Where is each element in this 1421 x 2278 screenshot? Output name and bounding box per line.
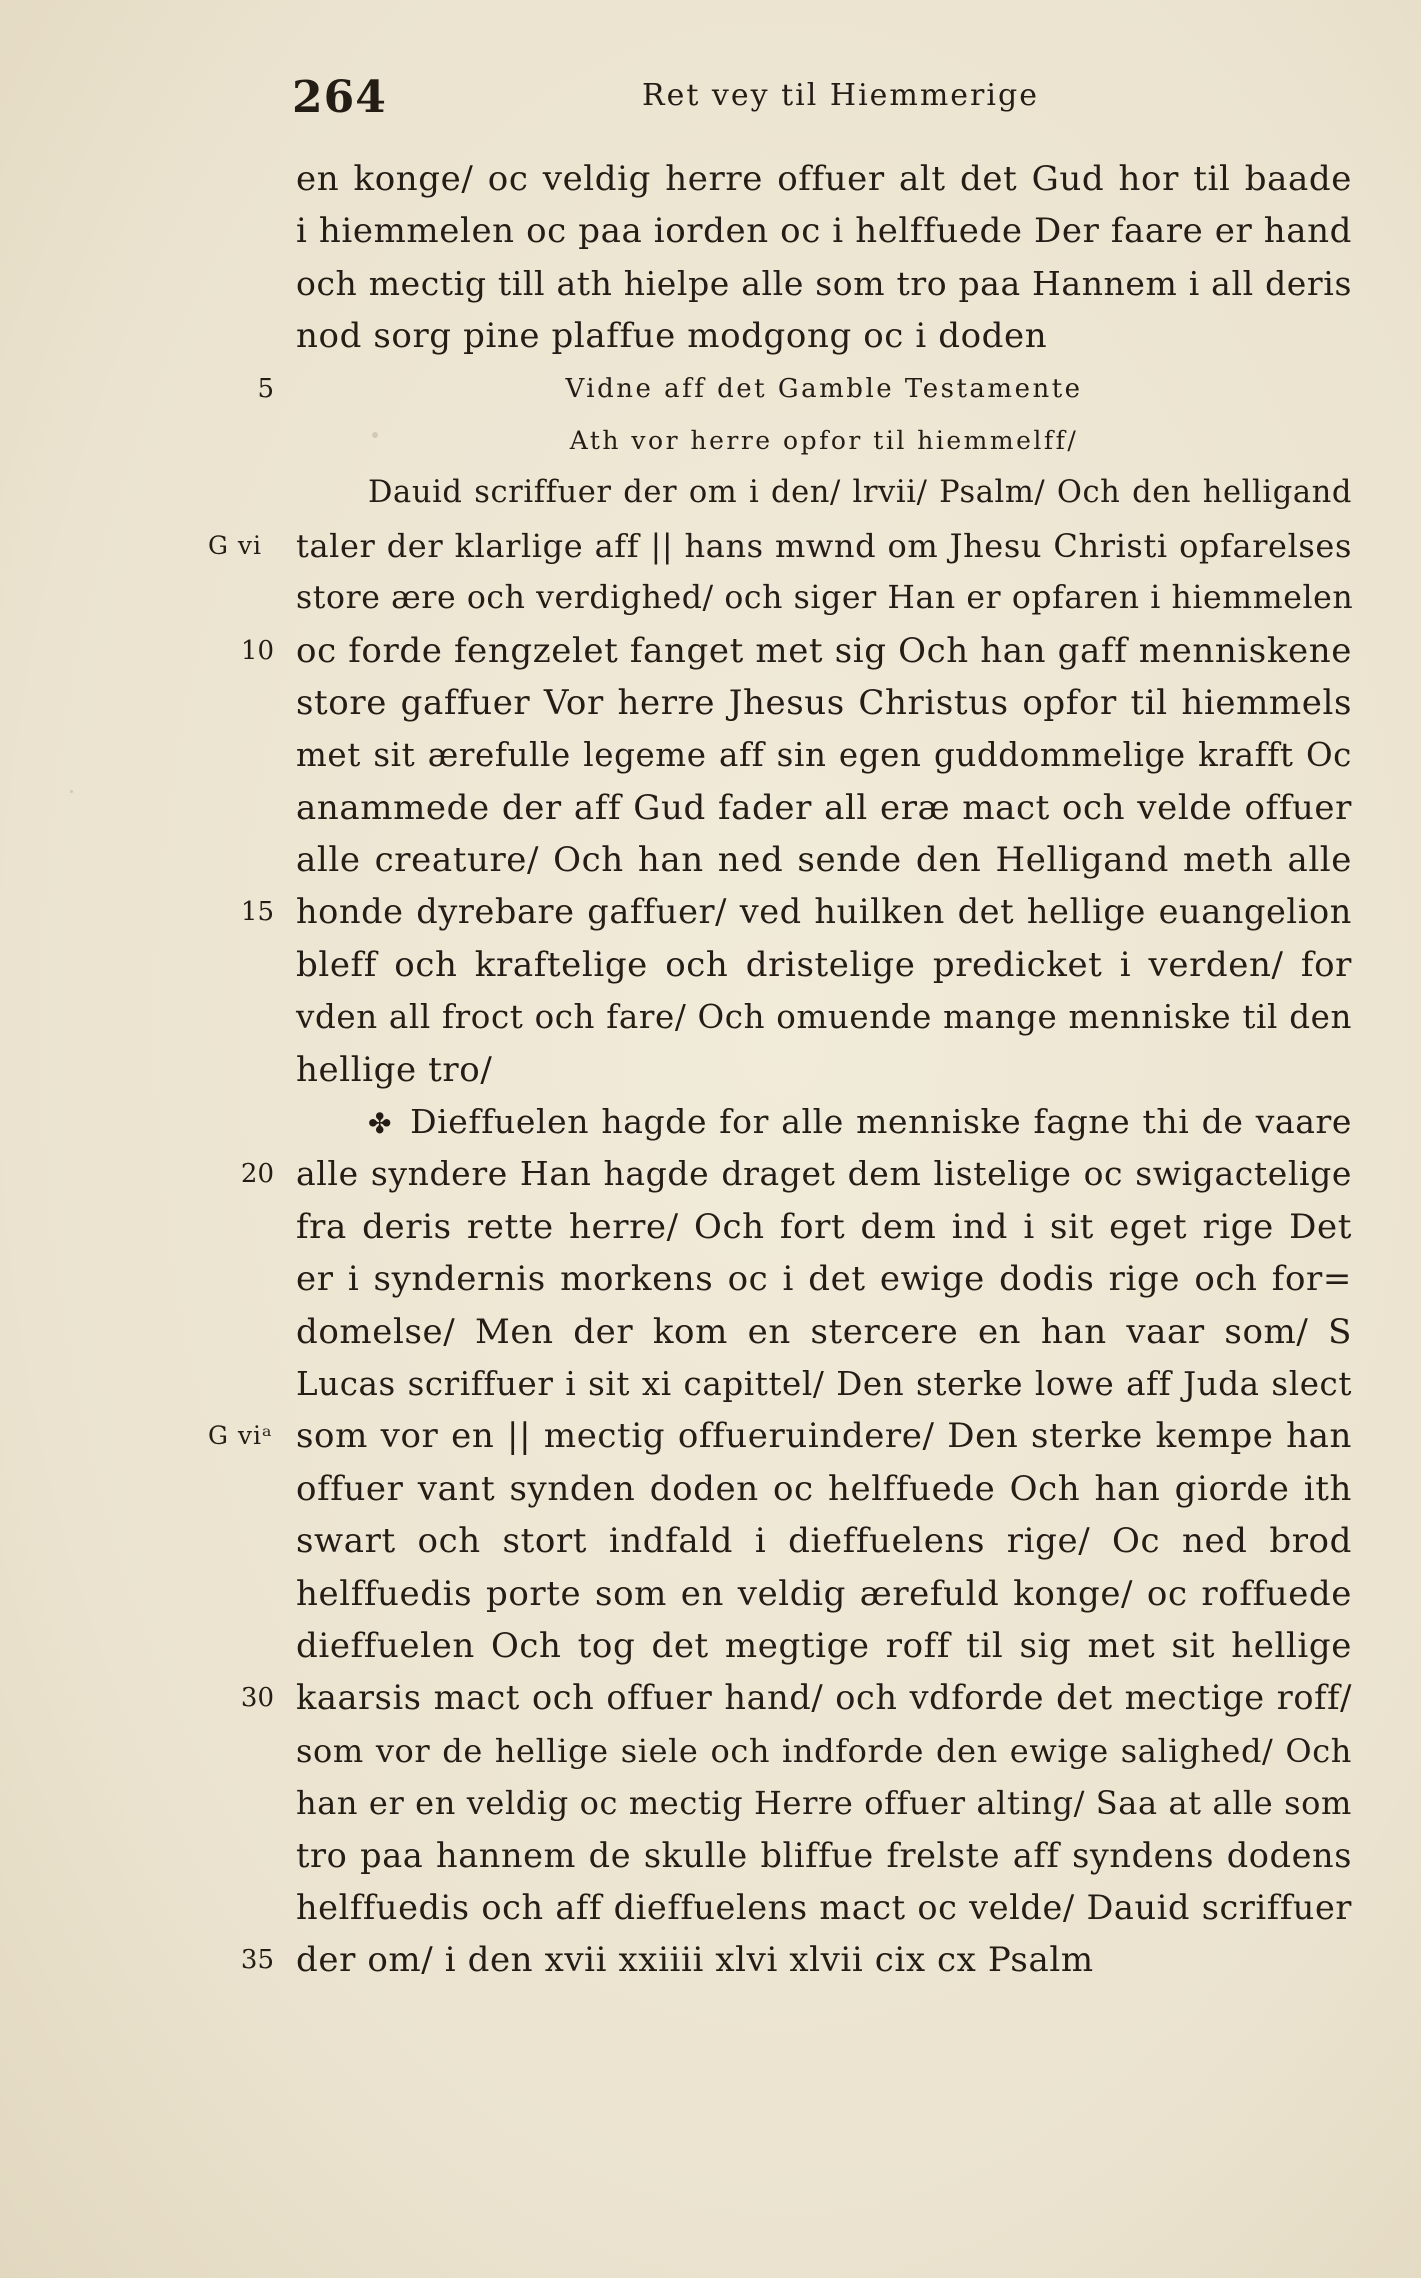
line-number: 20 [240, 1159, 274, 1190]
text-line: 20 alle syndere Han hagde draget dem listelige oc swigactelige [296, 1148, 1352, 1200]
paper-speck [70, 790, 73, 793]
text-line: 35 der om/ i den xvii xxiiii xlvi xlvii cix cx Psalm [296, 1934, 1352, 1986]
text-line: swart och stort indfald i dieffuelens rige/ Oc ned brod [296, 1521, 1352, 1562]
text-line: dieffuelen Och tog det megtige roff til sig met sit hellige [296, 1625, 1352, 1666]
line-number: 10 [240, 635, 274, 666]
line-number: 35 [240, 1945, 274, 1976]
text-line: G viᵃ som vor en || mectig offueruindere/ Den sterke kempe han [296, 1410, 1352, 1462]
section-subheading: Ath vor herre opfor til hiemmelff/ [569, 425, 1079, 455]
running-head: Ret vey til Hiemmerige [642, 78, 1039, 113]
text-line: store gaffuer Vor herre Jhesus Christus opfor til hiemmels [296, 682, 1352, 723]
text-line: er i syndernis morkens oc i det ewige dodis rige och for= [296, 1259, 1352, 1300]
text-line: hellige tro/ [296, 1049, 493, 1090]
line-number: 30 [240, 1683, 274, 1714]
text-line: en konge/ oc veldig herre offuer alt det Gud hor til baade [296, 159, 1352, 199]
text-line: han er en veldig oc mectig Herre offuer alting/ Saa at alle som [296, 1784, 1352, 1823]
text-line: domelse/ Men der kom en stercere en han vaar som/ S [296, 1311, 1352, 1352]
fleuron-icon: ✤ [368, 1107, 393, 1141]
text-line: store ære och verdighed/ och siger Han er opfaren i hiemmelen [296, 580, 1354, 617]
text-line: offuer vant synden doden oc helffuede Och han giorde ith [296, 1468, 1352, 1509]
page-header [292, 72, 1350, 122]
text-line: helffuedis och aff dieffuelens mact oc velde/ Dauid scriffuer [296, 1887, 1352, 1927]
text-line: 10 oc forde fengzelet fanget met sig Och han gaff menniskene [296, 625, 1352, 677]
paper-speck [372, 432, 378, 438]
text-line: Dauid scriffuer der om i den/ lrvii/ Psalm/ Och den helligand [368, 475, 1352, 511]
text-line: anammede der aff Gud fader all eræ mact och velde offuer [296, 787, 1352, 828]
text-line: ✤ Dieffuelen hagde for alle menniske fagne thi de vaare [296, 1096, 1352, 1148]
text-line: och mectig till ath hielpe alle som tro paa Hannem i all deris [296, 263, 1352, 303]
text-line: i hiemmelen oc paa iorden oc i helffuede Der faare er hand [296, 211, 1352, 252]
text-line: vden all froct och fare/ Och omuende mange menniske til den [296, 998, 1352, 1037]
text-line: som vor de hellige siele och indforde den ewige salighed/ Och [296, 1731, 1352, 1770]
text-line: bleff och kraftelige och dristelige predicket i verden/ for [296, 944, 1352, 985]
text-line: 30 kaarsis mact och offuer hand/ och vdforde det mectige roff/ [296, 1672, 1352, 1724]
section-heading: 5 Vidne aff det Gamble Testamente [296, 363, 1352, 415]
signature-mark: G vi [208, 530, 263, 560]
page-number: 264 [292, 72, 387, 123]
text-line: helffuedis porte som en veldig ærefuld konge/ oc roffuede [296, 1573, 1352, 1614]
text-line: tro paa hannem de skulle bliffue frelste aff syndens dodens [296, 1835, 1352, 1875]
text-line: fra deris rette herre/ Och fort dem ind i sit eget rige Det [296, 1206, 1352, 1247]
text-line: 15 honde dyrebare gaffuer/ ved huilken det hellige euangelion [296, 886, 1352, 938]
text-line: nod sorg pine plaffue modgong oc i doden [296, 316, 1048, 357]
text-block [208, 153, 1354, 1987]
text-line: alle creature/ Och han ned sende den Helligand meth alle [296, 840, 1352, 881]
signature-mark: G viᵃ [208, 1421, 273, 1451]
text-line: Lucas scriffuer i sit xi capittel/ Den sterke lowe aff Juda slect [296, 1364, 1352, 1403]
text-line: G vi taler der klarlige aff || hans mwnd om Jhesu Christi opfarelses [296, 520, 1352, 572]
text-line: met sit ærefulle legeme aff sin egen guddommelige krafft Oc [296, 736, 1352, 775]
line-number: 15 [240, 897, 274, 928]
line-number: 5 [257, 373, 274, 404]
